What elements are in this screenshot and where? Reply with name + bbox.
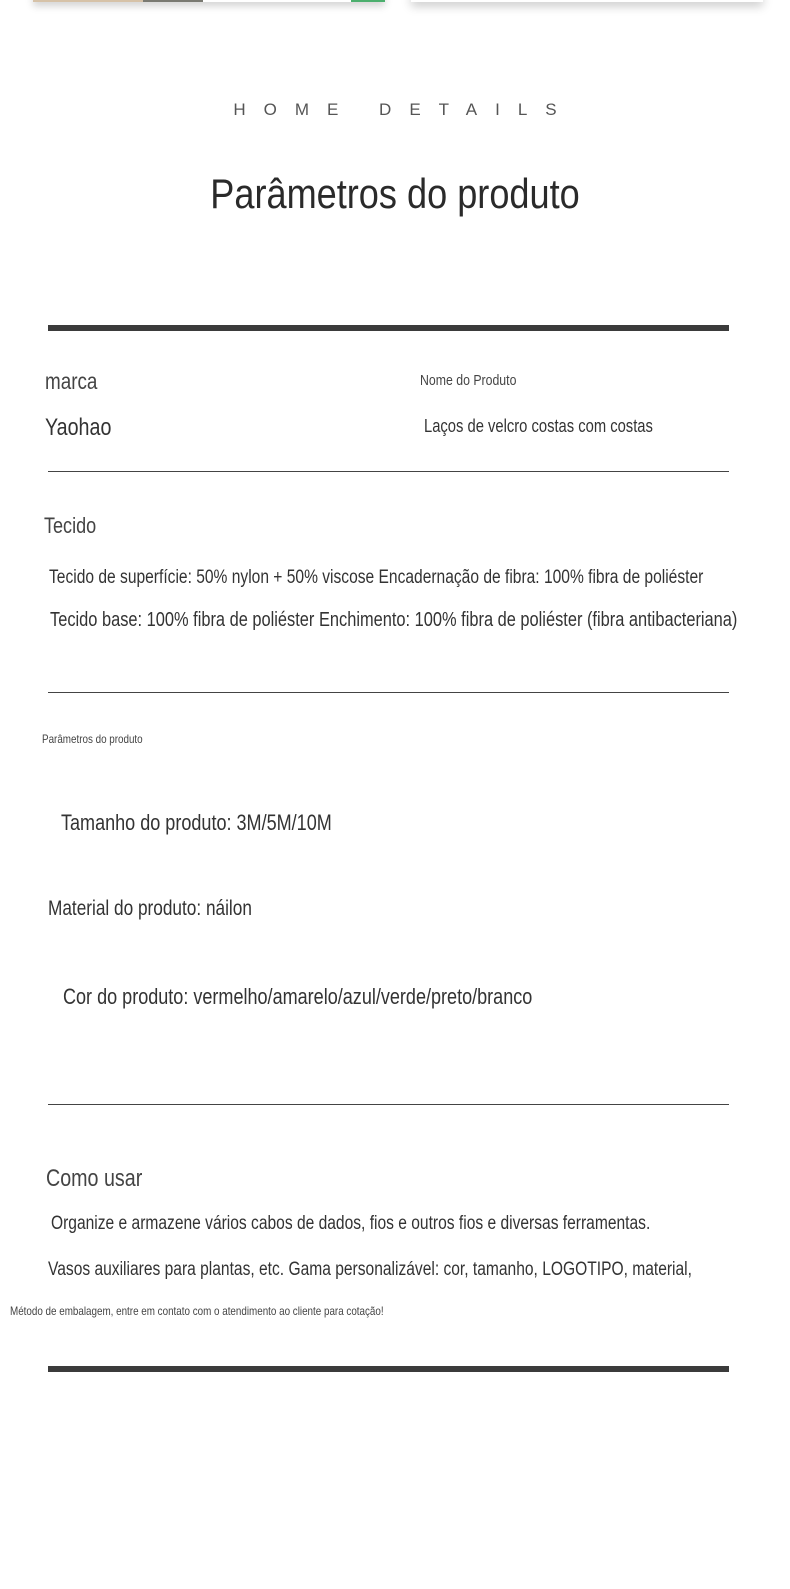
usage-label: Como usar: [46, 1165, 143, 1192]
product-name-label: Nome do Produto: [420, 372, 517, 389]
spec-material: Material do produto: náilon: [48, 897, 252, 920]
divider: [48, 692, 729, 693]
divider: [48, 1104, 729, 1105]
spec-color: Cor do produto: vermelho/amarelo/azul/verde/preto/branco: [63, 984, 533, 1009]
usage-line: Organize e armazene vários cabos de dados, fios e outros fios e diversas ferramentas.: [51, 1213, 651, 1234]
product-image-card-left[interactable]: [33, 0, 385, 2]
product-image-fragment: [351, 0, 385, 2]
section-eyebrow: HOME DETAILS: [233, 100, 575, 119]
fabric-label: Tecido: [44, 513, 97, 538]
fabric-line: Tecido de superfície: 50% nylon + 50% viscose Encadernação de fibra: 100% fibra de poliéster: [49, 567, 704, 588]
divider-thick-top: [48, 325, 729, 331]
brand-value: Yaohao: [45, 414, 112, 441]
product-image-fragment: [143, 0, 203, 2]
packaging-note: Método de embalagem, entre em contato com o atendimento ao cliente para cotação!: [10, 1304, 384, 1318]
divider: [48, 471, 729, 472]
page-title: Parâmetros do produto: [210, 170, 580, 217]
product-image-card-right[interactable]: [411, 0, 763, 2]
fabric-line: Tecido base: 100% fibra de poliéster Enchimento: 100% fibra de poliéster (fibra antibacteriana): [50, 609, 738, 631]
divider-thick-bottom: [48, 1366, 729, 1372]
usage-line: Vasos auxiliares para plantas, etc. Gama personalizável: cor, tamanho, LOGOTIPO, material,: [48, 1259, 692, 1280]
product-name-value: Laços de velcro costas com costas: [424, 416, 653, 436]
brand-label: marca: [45, 368, 98, 394]
params-label: Parâmetros do produto: [42, 732, 143, 746]
spec-size: Tamanho do produto: 3M/5M/10M: [61, 810, 332, 835]
